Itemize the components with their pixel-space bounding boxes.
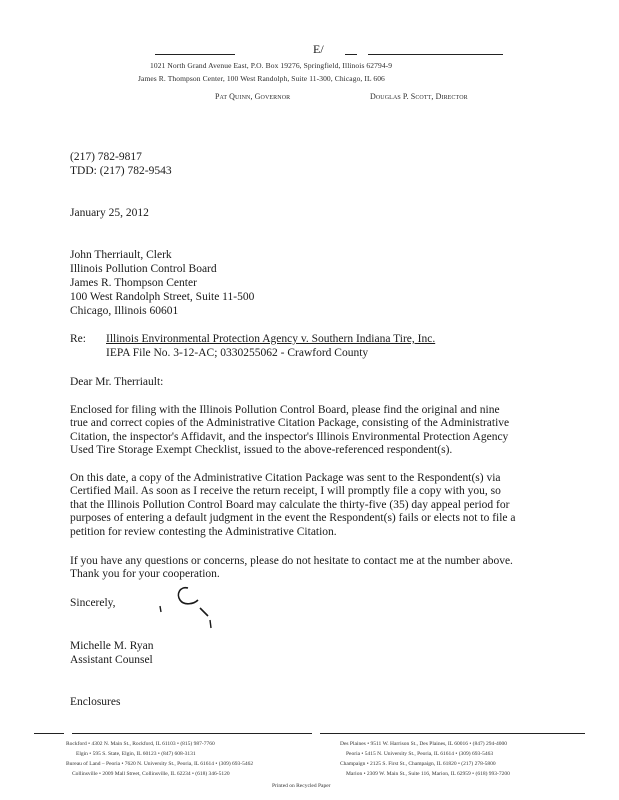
footer-rule-left-long bbox=[72, 733, 312, 734]
signature-mark bbox=[150, 580, 230, 640]
contact-tdd: TDD: (217) 782-9543 bbox=[70, 165, 172, 177]
p1-line-1: Enclosed for filing with the Illinois Pollution Control Board, please find the original and nine bbox=[70, 404, 500, 416]
recipient-building: James R. Thompson Center bbox=[70, 277, 197, 289]
p1-line-2: true and correct copies of the Administrative Citation Package, consisting of the Administrative bbox=[70, 417, 510, 430]
p2-line-4: purposes of entering a default judgment in the event the Respondent(s) fails or elects not to file a bbox=[70, 512, 516, 525]
signatory-name: Michelle M. Ryan bbox=[70, 640, 154, 652]
contact-phone: (217) 782-9817 bbox=[70, 151, 142, 163]
footer-recycled: Printed on Recycled Paper bbox=[272, 783, 331, 789]
p3-line-1: If you have any questions or concerns, please do not hesitate to contact me at the number above. bbox=[70, 555, 513, 567]
p3-line-2: Thank you for your cooperation. bbox=[70, 568, 220, 581]
p2-line-3: that the Illinois Pollution Control Board may calculate the thirty-five (35) day appeal period for bbox=[70, 498, 510, 511]
header-rule-left bbox=[155, 54, 235, 55]
recipient-street: 100 West Randolph Street, Suite 11-500 bbox=[70, 291, 255, 303]
footer-right-4: Marion • 2309 W. Main St., Suite 116, Marion, IL 62959 • (618) 993-7200 bbox=[346, 771, 510, 777]
p1-line-4: Used Tire Storage Exempt Checklist, issued to the above-referenced respondent(s). bbox=[70, 444, 453, 457]
footer-left-2: Elgin • 595 S. State, Elgin, IL 60123 • (847) 608-3131 bbox=[76, 751, 196, 757]
header-rule-right bbox=[368, 54, 503, 55]
paragraph-1 bbox=[70, 404, 560, 458]
header-rule-mid bbox=[345, 54, 357, 55]
salutation: Dear Mr. Therriault: bbox=[70, 376, 164, 388]
paragraph-2 bbox=[70, 472, 560, 539]
recipient-city: Chicago, Illinois 60601 bbox=[70, 305, 179, 317]
enclosures-label: Enclosures bbox=[70, 696, 121, 708]
p1-line-3: Citation, the inspector's Affidavit, and the inspector's Illinois Environmental Protection Agency bbox=[70, 430, 509, 443]
footer-left-4: Collinsville • 2009 Mall Street, Collinsville, IL 62234 • (618) 346-5120 bbox=[72, 771, 230, 777]
header-mark: E/ bbox=[313, 42, 324, 56]
p2-line-1: On this date, a copy of the Administrative Citation Package was sent to the Respondent(s) via bbox=[70, 472, 501, 484]
re-case: Illinois Environmental Protection Agency v. Southern Indiana Tire, Inc. bbox=[106, 333, 436, 345]
footer-right-3: Champaign • 2125 S. First St., Champaign, IL 61820 • (217) 278-5800 bbox=[340, 761, 496, 767]
header-director: Douglas P. Scott, Director bbox=[370, 92, 468, 101]
header-address-1: 1021 North Grand Avenue East, P.O. Box 19276, Springfield, Illinois 62794-9 bbox=[150, 61, 393, 70]
footer-rule-left bbox=[34, 733, 64, 734]
letter-date: January 25, 2012 bbox=[70, 207, 149, 219]
header-governor: Pat Quinn, Governor bbox=[215, 92, 291, 101]
footer-rule-right bbox=[320, 733, 585, 734]
p2-line-5: petition for review contesting the Administrative Citation. bbox=[70, 525, 337, 538]
closing-sincerely: Sincerely, bbox=[70, 597, 116, 609]
recipient-org: Illinois Pollution Control Board bbox=[70, 263, 217, 275]
footer-right-1: Des Plaines • 9511 W. Harrison St., Des Plaines, IL 60016 • (847) 294-4000 bbox=[340, 741, 508, 747]
re-file: IEPA File No. 3-12-AC; 0330255062 - Crawford County bbox=[106, 347, 369, 359]
footer-right-2: Peoria • 5415 N. University St., Peoria, IL 61614 • (309) 693-5463 bbox=[346, 751, 494, 757]
footer-left-1: Rockford • 4302 N. Main St., Rockford, IL 61103 • (815) 987-7760 bbox=[66, 741, 215, 747]
p2-line-2: Certified Mail. As soon as I receive the return receipt, I will promptly file a copy with you, so bbox=[70, 485, 501, 498]
paragraph-3 bbox=[70, 555, 560, 582]
recipient-name: John Therriault, Clerk bbox=[70, 249, 172, 261]
re-label: Re: bbox=[70, 333, 86, 345]
header-address-2: James R. Thompson Center, 100 West Randolph, Suite 11-300, Chicago, IL 606 bbox=[138, 74, 385, 83]
signatory-title: Assistant Counsel bbox=[70, 654, 153, 666]
footer-left-3: Bureau of Land – Peoria • 7620 N. University St., Peoria, IL 61614 • (309) 693-5462 bbox=[66, 761, 254, 767]
